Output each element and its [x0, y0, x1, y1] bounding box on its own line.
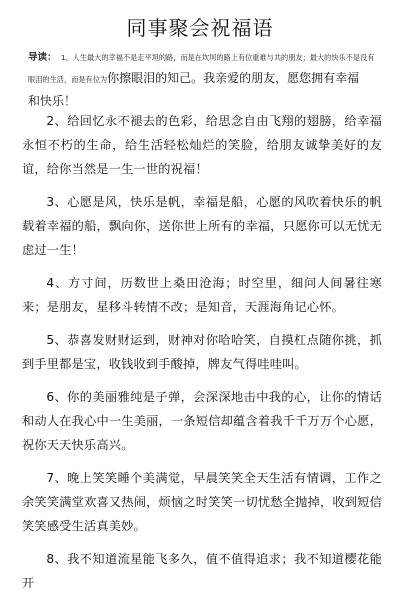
- intro-last-line: 和快乐！: [28, 94, 77, 108]
- blessing-paragraph: 6、你的美丽雅纯是子弹，会深深地击中我的心，让你的情话和动人在我心中一生美丽，一条短信却蕴含着我千千万万个心愿，祝你天天快乐高兴。: [22, 390, 382, 452]
- intro-section: [28, 48, 378, 112]
- blessing-paragraph: 7、晚上笑笑睡个美满觉，早晨笑笑全天生活有情调，工作之余笑笑满堂欢喜又热闹，烦恼之时笑笑一切忧愁全抛掉，收到短信笑笑感受生活真美妙。: [22, 471, 382, 533]
- page-title: 同事聚会祝福语: [126, 16, 274, 41]
- intro-label: 导读：: [28, 52, 57, 63]
- blessing-paragraph: 5、恭喜发财财运到，财神对你哈哈笑，自摸杠点随你挑，抓到手里都是宝，收钱收到手酸掉，牌友气得哇哇叫。: [22, 333, 382, 371]
- blessing-paragraph: 4、方寸间，历数世上桑田沧海；时空里，细问人间暑往寒来；是朋友，星移斗转情不改；是知音，天涯海角记心怀。: [22, 276, 382, 314]
- blessing-paragraph: 3、心愿是风，快乐是帆，幸福是船，心愿的风吹着快乐的帆载着幸福的船，飘向你，送你世上所有的幸福，只愿你可以无忧无虑过一生！: [22, 195, 382, 257]
- intro-large-text: 你擦眼泪的知己。我亲爱的朋友，愿您拥有幸福: [107, 71, 360, 85]
- blessings-list: [22, 109, 382, 604]
- intro-small-text: 1、人生最大的幸福不是走平坦的路，而是在坎坷的路上有位重难与共的朋友；最大的快乐不是没有眼泪的生活，而是有位为: [28, 53, 375, 84]
- blessing-paragraph: 2、给回忆永不褪去的色彩，给思念自由飞翔的翅膀，给幸福永恒不朽的生命，给生活轻松灿烂的笑脸，给朋友诚挚美好的友谊，给你当然是一生一世的祝福！: [22, 114, 382, 176]
- blessing-paragraph: 8、我不知道流星能飞多久，值不值得追求；我不知道樱花能开: [22, 552, 382, 590]
